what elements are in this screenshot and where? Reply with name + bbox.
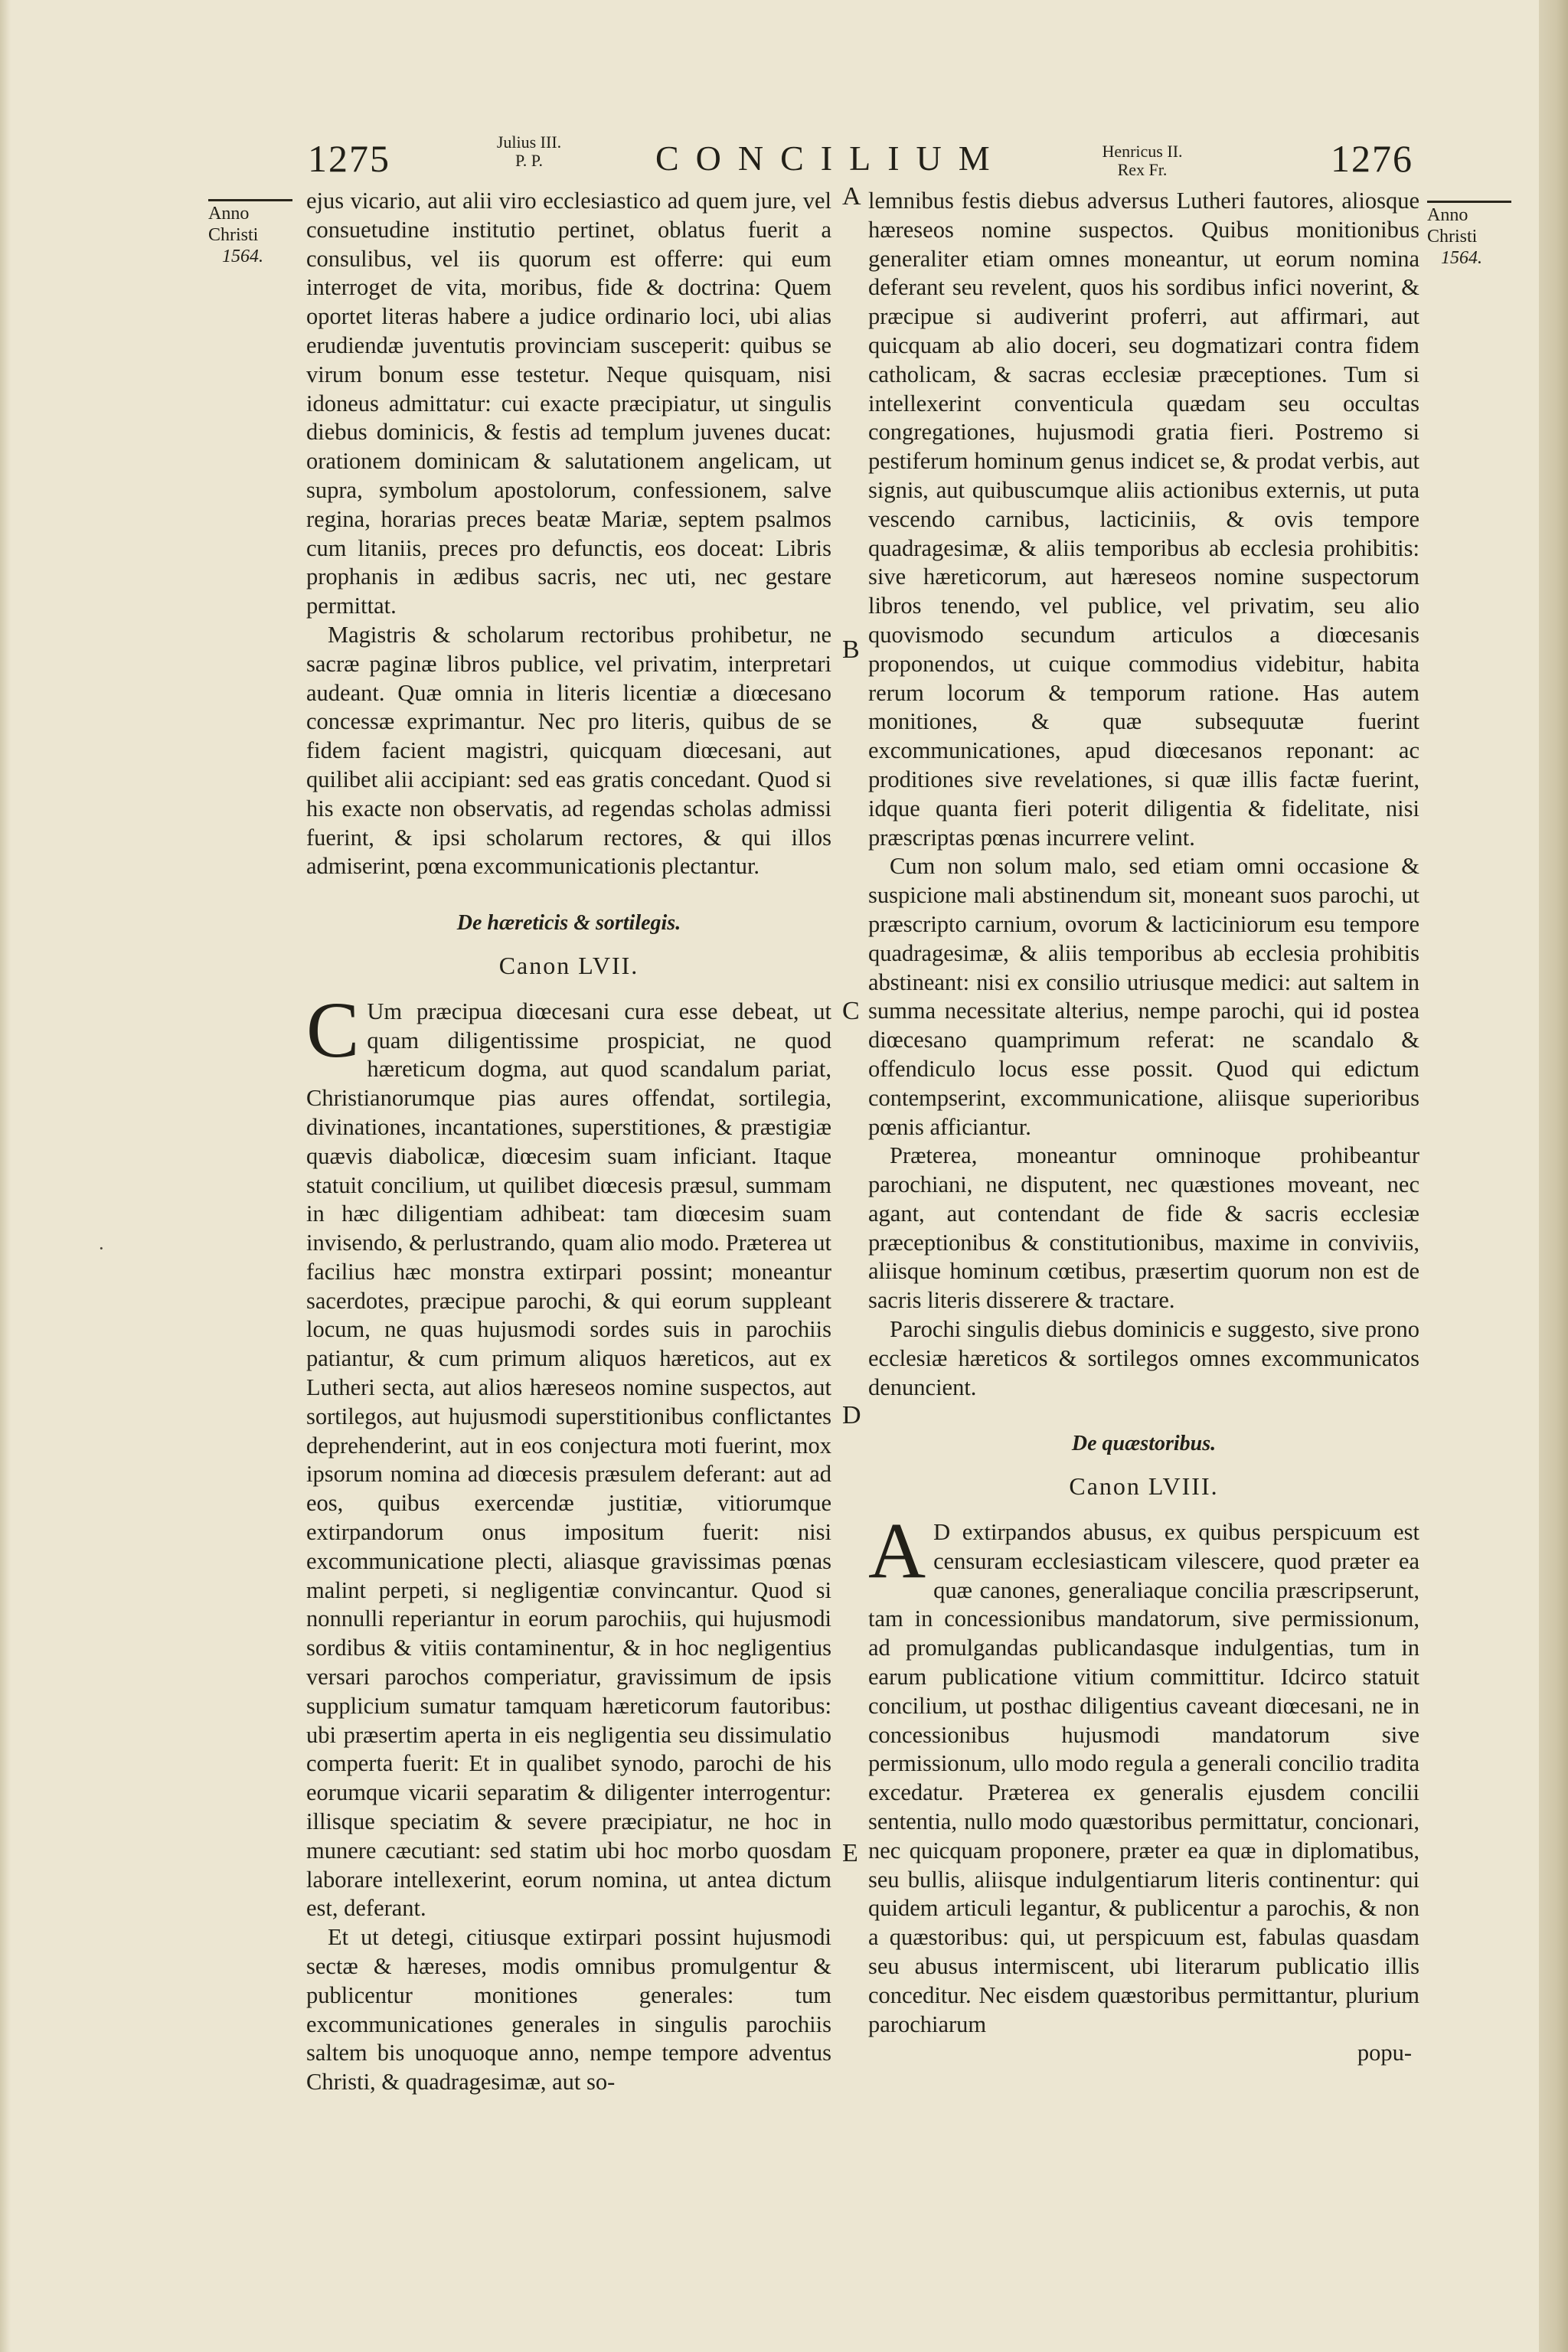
paragraph: Cum non solum malo, sed etiam omni occasione & suspicione mali abstinendum sit, moneant suos parochi, ut præscripto carnium, ovorum & lacticiniorum esu tempore quadragesimæ, & aliis temporibus ab ecclesia prohibitis abstineant: nisi ex consilio utriusque medici: aut saltem in summa necessitate alterius, nempe parochi, qui id postea diœcesano quamprimum referat: ne scandalo & offendiculo locus esse possit. Quod qui edictum contempserint, excommunicatione, aliisque superioribus pœnis afficiantur. (868, 853, 1419, 1140)
paragraph-text: Um præcipua diœcesani cura esse debeat, ut quam diligentissime prospiciat, ne quod hæreticum dogma, aut quod scandalum pariat, Christianorumque pias aures offendat, sortilegia, divinationes, incantationes, superstitiones, & præstigiæ quævis diabolicæ, diœcesim suam inficiant. Itaque statuit concilium, ut quilibet diœcesis præsul, summam in hæc diligentiam adhibeat: tam diœcesim suam invisendo, & perlustrando, quam alio modo. Præterea ut facilius hæc monstra extirpari possint; moneantur sacerdotes, præcipue parochi, & qui eorum suppleant locum, ne quas hujusmodi sordes suis in parochiis patiantur, & cum primum aliquos hæreticos, aut ex Lutheri secta, aut alios hæreseos nomine suspectos, aut sortilegos, aut hujusmodi superstitionibus conflictantes deprehenderint, aut in eos conjectura moti fuerint, mox ipsorum nomina ad diœcesis præsulem deferant: aut ad eos, quibus exercendæ justitiæ, vitiorumque extirpandorum onus impositum fuerit: nisi excommunicatione plecti, aliasque gravissimas pœnas malint perpeti, si negligentiæ convincantur. Quod si nonnulli reperiantur in eorum parochiis, qui hujusmodi sordibus & vitiis contaminentur, & in hoc negligentius versari parochos comperiatur, gravissimum de ipsis supplicium sumatur tamquam hæreticorum fautoribus: ubi præsertim aperta in eis negligentia seu dissimulatio comperta fuerit: Et in qualibet synodo, parochi de his eorumque vicarii separatim & diligenter interrogentur: illisque speciatim & severe præcipiatur, ne hoc in munere cæcutiant: sed statim ubi hoc morbo quosdam laborare intellexerint, eorum nomina, ut antea dictum est, deferant. (306, 998, 831, 1922)
margin-year: 1564. (1441, 248, 1482, 268)
paragraph: Præterea, moneantur omninoque prohibeantur parochiani, ne disputent, nec quæstiones moveant, nec agant, aut contendant de fide & sacris ecclesiæ præceptionibus & constitutionibus, maxime in conviviis, aliisque hominum cœtibus, præsertim quorum non est de sacris literis disserere & tractare. (868, 1142, 1419, 1314)
text-column-left (306, 187, 831, 2097)
margin-christi: Christi (208, 225, 259, 245)
paragraph: ejus vicario, aut alii viro ecclesiastico ad quem jure, vel consuetudine institutio pertinet, oblatus fuerit a consulibus, vel iis quorum est offerre: qui eum interroget de vita, moribus, fide & doctrina: Quem oportet literas habere a judice ordinario loci, ubi alias erudiendæ juventutis provinciam susceperit: quibus se virum bonum esse testetur. Neque quisquam, nisi idoneus admittatur: cui exacte præcipiatur, ut singulis diebus dominicis, & festis ad templum juvenes ducat: orationem dominicam & salutationem angelicam, ut supra, symbolum apostolorum, confessionem, salve regina, horarias preces beatæ Mariæ, septem psalmos cum litaniis, preces pro defunctis, eos doceat: Libris prophanis in ædibus sacris, nec uti, nec gestare permittat. (306, 188, 831, 619)
paragraph: lemnibus festis diebus adversus Lutheri fautores, aliosque hæreseos nomine suspectos. Quibus monitionibus generaliter etiam omnes moneantur, ut eorum nomina deferant seu revelent, quos his sordibus infici noverint, & præcipue si audiverint proferri, aut affirmari, aut quicquam ab alio doceri, seu dogmatizari contra fidem catholicam, & sacras ecclesiæ præceptiones. Tum si intellexerint conventicula quædam seu occultas congregationes, hujusmodi gratia fieri. Postremo si pestiferum hominum genus indicet se, & prodat verbis, aut signis, aut quibuscumque aliis actionibus externis, ut puta vescendo carnibus, lacticiniis, & ovis tempore quadragesimæ, & aliis temporibus ab ecclesia prohibitis: sive hæreticorum, aut hæreseos nomine suspectorum libros tenendo, vel publice, vel privatim, seu alio quovismodo secundum articulos a diœcesanis proponendos, ut cuique commodius videbitur, habita rerum locorum & temporum ratione. Has autem monitiones, & quæ subsequutæ fuerint excommunicationes, apud diœcesanos reponant: ac proditiones sive revelationes, si quæ illis factæ fuerint, idque quanta fieri poterit diligentia & fidelitate, nisi præscriptas pœnas incurrere velint. (868, 188, 1419, 851)
drop-cap: A (868, 1507, 926, 1596)
canon-heading-57: Canon LVII. (498, 951, 639, 979)
margin-year-right (1427, 201, 1511, 269)
margin-anno: Anno (208, 204, 250, 224)
page-number-left: 1275 (308, 137, 390, 180)
section-title-heretics: De hæreticis & sortilegis. (456, 911, 681, 936)
catchword: popu- (1357, 2040, 1412, 2066)
canon-heading-58: Canon LVIII. (1069, 1472, 1219, 1501)
pope-name: Julius III. (496, 132, 562, 152)
paragraph-dropcap (306, 985, 831, 1924)
margin-anno: Anno (1427, 205, 1468, 225)
margin-mark: · (98, 1237, 105, 1259)
paragraph-text: D extirpandos abusus, ex quibus perspicuum est censuram ecclesiasticam vilescere, quod præter ea quæ canones, generaliaque concilia præscripserunt, tam in concessionibus mandatorum, sive permissionum, ad promulgandas publicandasque indulgentias, tum in earum publicatione vitium committitur. Idcirco statuit concilium, ut posthac diligentius caveant diœcesani, ne in concessionibus hujusmodi mandatorum sive permissionum, ullo modo regula a generali concilio tradita excedatur. Præterea ex generalis ejusdem concilii sententia, nullo modo quæstoribus permittatur, concionari, nec quicquam proponere, præter ea quæ in diplomatibus, seu bullis, aliisque indulgentiarum literis continentur: qui quidem articuli legantur, & publicentur a parochis, & non a quæstoribus: qui, ut perspicuum est, fabulas quasdam seu abusus intermiscent, ubi literarum publicatio illis conceditur. Nec eisdem quæstoribus permittantur, plurium parochiarum (868, 1519, 1419, 2037)
running-head-king (1081, 142, 1204, 179)
section-letter-c: C (842, 997, 860, 1025)
page-gutter-left (0, 0, 11, 2352)
paragraph-dropcap (868, 1507, 1419, 2039)
running-head-pope (487, 133, 571, 170)
section-letter-a: A (842, 182, 861, 211)
paragraph: Et ut detegi, citiusque extirpari possint hujusmodi sectæ & hæreses, modis omnibus promulgentur & publicentur monitiones generales: tum excommunicationes generales in singulis parochiis saltem bis unoquoque anno, nempe tempore adventus Christi, & quadragesimæ, aut so- (306, 1924, 831, 2096)
section-letter-b: B (842, 635, 860, 664)
margin-year-left (208, 199, 292, 267)
margin-rule (208, 199, 292, 201)
section-letter-d: D (842, 1401, 861, 1429)
running-title: CONCILIUM (655, 139, 1007, 178)
margin-christi: Christi (1427, 227, 1478, 247)
margin-rule (1427, 201, 1511, 203)
drop-cap: C (306, 985, 360, 1074)
text-column-right (868, 187, 1419, 2068)
page-edge-right (1539, 0, 1568, 2352)
margin-year: 1564. (222, 247, 263, 266)
king-name: Henricus II. (1102, 142, 1183, 161)
king-title: Rex Fr. (1117, 160, 1168, 179)
section-letter-e: E (842, 1839, 858, 1867)
section-title-questors: De quæstoribus. (1071, 1432, 1217, 1456)
page-number-right: 1276 (1331, 137, 1413, 180)
paragraph: Magistris & scholarum rectoribus prohibetur, ne sacræ paginæ libros publice, vel privatim, interpretari audeant. Quæ omnia in literis licentiæ a diœcesano concessæ exprimantur. Nec pro literis, quibus de se fidem facient magistri, quicquam diœcesani, aut quilibet alii accipiant: sed eas gratis concedant. Quod si his exacte non observatis, ad regendas scholas admissi fuerint, & ipsi scholarum rectores, & qui illos admiserint, pœna excommunicationis plectantur. (306, 621, 831, 880)
paragraph: Parochi singulis diebus dominicis e suggesto, sive prono ecclesiæ hæreticos & sortilegos omnes excommunicatos denuncient. (868, 1316, 1419, 1400)
pope-title: P. P. (514, 151, 544, 170)
